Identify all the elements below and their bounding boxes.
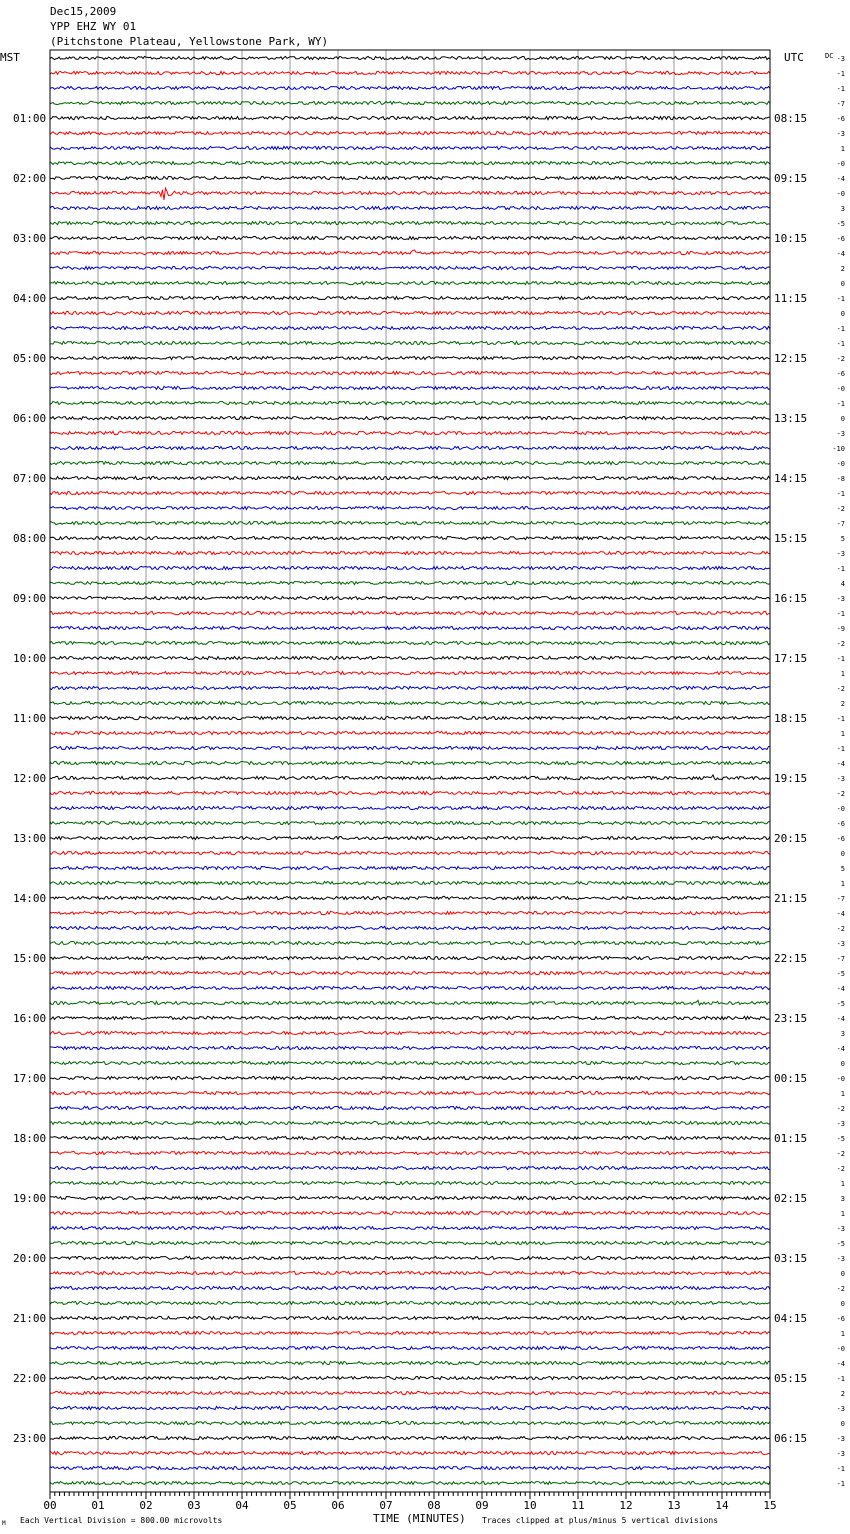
utc-hour-label: 20:15: [774, 832, 808, 845]
trace-line: [50, 1391, 770, 1394]
trace-line: [50, 326, 770, 329]
trace-line: [50, 1106, 770, 1109]
dc-offset-label: -2: [836, 1285, 845, 1293]
trace-line: [50, 161, 770, 164]
trace-line: [50, 971, 770, 974]
dc-offset-label: -5: [836, 220, 845, 228]
utc-hour-label: 16:15: [774, 592, 808, 605]
dc-offset-label: 0: [840, 850, 845, 858]
x-tick-label: 12: [619, 1499, 633, 1512]
mst-hour-label: 02:00: [13, 172, 47, 185]
dc-offset-label: -6: [836, 235, 845, 243]
dc-offset-label: -3: [836, 775, 845, 783]
trace-line: [50, 116, 770, 119]
trace-line: [50, 536, 770, 539]
mst-hour-label: 11:00: [13, 712, 47, 725]
utc-hour-label: 14:15: [774, 472, 808, 485]
dc-offset-label: -7: [836, 895, 845, 903]
trace-line: [50, 896, 770, 899]
trace-line: [50, 761, 770, 764]
mst-hour-label: 14:00: [13, 892, 47, 905]
trace-line: [50, 851, 770, 854]
x-tick-label: 09: [475, 1499, 489, 1512]
trace-line: [50, 1166, 770, 1169]
dc-offset-label: 3: [840, 205, 845, 213]
mst-hour-label: 19:00: [13, 1192, 47, 1205]
trace-line: [50, 1286, 770, 1289]
dc-offset-label: 0: [840, 1270, 845, 1278]
dc-offset-label: 1: [840, 1330, 845, 1338]
utc-labels: [774, 112, 807, 1445]
trace-line: [50, 131, 770, 134]
dc-offset-label: -7: [836, 520, 845, 528]
dc-offset-label: -2: [836, 790, 845, 798]
dc-offset-label: -1: [836, 565, 845, 573]
utc-hour-label: 01:15: [774, 1132, 808, 1145]
trace-line: [50, 401, 770, 404]
dc-offset-label: -9: [836, 625, 845, 633]
scale-note: Each Vertical Division = 800.00 microvolts: [20, 1516, 223, 1525]
utc-hour-label: 10:15: [774, 232, 808, 245]
dc-offset-label: -2: [836, 685, 845, 693]
trace-line: [50, 986, 770, 989]
trace-line: [50, 746, 770, 749]
x-axis-title: TIME (MINUTES): [373, 1512, 466, 1525]
utc-hour-label: 08:15: [774, 112, 808, 125]
trace-line: [50, 1151, 770, 1154]
dc-offset-label: -1: [836, 1465, 845, 1473]
dc-offset-label: 2: [840, 265, 845, 273]
x-tick-label: 06: [331, 1499, 345, 1512]
mst-hour-label: 07:00: [13, 472, 47, 485]
dc-offset-label: -1: [836, 610, 845, 618]
x-tick-label: 00: [43, 1499, 57, 1512]
trace-line: [50, 416, 770, 419]
mst-hour-label: 13:00: [13, 832, 47, 845]
dc-offset-label: -2: [836, 1150, 845, 1158]
trace-line: [50, 1061, 770, 1064]
trace-line: [50, 1421, 770, 1424]
mst-hour-label: 09:00: [13, 592, 47, 605]
dc-offset-label: 1: [840, 1210, 845, 1218]
trace-line: [50, 791, 770, 794]
trace-line: [50, 1466, 770, 1469]
trace-line: [50, 1226, 770, 1229]
trace-line: [50, 1301, 770, 1304]
mst-hour-label: 03:00: [13, 232, 47, 245]
dc-offset-label: -5: [836, 970, 845, 978]
x-axis: [43, 1492, 776, 1512]
mst-hour-label: 04:00: [13, 292, 47, 305]
x-tick-label: 13: [667, 1499, 681, 1512]
trace-group: [50, 56, 770, 1484]
dc-offset-label: -6: [836, 115, 845, 123]
dc-offset-label: 2: [840, 700, 845, 708]
dc-offset-label: -2: [836, 640, 845, 648]
trace-line: [50, 1181, 770, 1184]
dc-offset-label: -6: [836, 370, 845, 378]
dc-offset-label: 5: [840, 865, 845, 873]
dc-offset-label: 3: [840, 1195, 845, 1203]
dc-offset-label: -6: [836, 820, 845, 828]
mst-hour-label: 01:00: [13, 112, 47, 125]
trace-line: [50, 926, 770, 929]
dc-offset-label: -1: [836, 400, 845, 408]
mst-hour-label: 05:00: [13, 352, 47, 365]
dc-offset-label: -0: [836, 1075, 845, 1083]
trace-line: [50, 341, 770, 344]
dc-offset-label: -4: [836, 1360, 845, 1368]
x-tick-label: 04: [235, 1499, 249, 1512]
chart-date: Dec15,2009: [50, 5, 117, 18]
trace-line: [50, 506, 770, 509]
utc-hour-label: 05:15: [774, 1372, 808, 1385]
trace-line: [50, 1271, 770, 1274]
dc-offset-label: -3: [836, 550, 845, 558]
dc-offset-label: 2: [840, 1390, 845, 1398]
dc-offset-label: -7: [836, 100, 845, 108]
utc-hour-label: 15:15: [774, 532, 808, 545]
grid-lines: [98, 50, 722, 1492]
dc-offset-label: -3: [836, 940, 845, 948]
trace-line: [50, 821, 770, 824]
mst-hour-label: 21:00: [13, 1312, 47, 1325]
trace-line: [50, 206, 770, 209]
mst-hour-label: 18:00: [13, 1132, 47, 1145]
trace-line: [50, 221, 770, 224]
trace-line: [50, 71, 770, 74]
dc-offset-label: -0: [836, 1345, 845, 1353]
utc-axis-label: UTC: [784, 51, 804, 64]
chart-station: YPP EHZ WY 01: [50, 20, 137, 33]
trace-line: [50, 296, 770, 299]
trace-line: [50, 551, 770, 554]
trace-line: [50, 701, 770, 704]
utc-hour-label: 22:15: [774, 952, 808, 965]
dc-offset-label: 1: [840, 670, 845, 678]
trace-line: [50, 611, 770, 614]
trace-line: [50, 1091, 770, 1094]
trace-line: [50, 1376, 770, 1379]
mst-hour-label: 17:00: [13, 1072, 47, 1085]
dc-offset-label: 1: [840, 730, 845, 738]
trace-line: [50, 1406, 770, 1409]
trace-line: [50, 911, 770, 914]
dc-offset-label: -4: [836, 910, 845, 918]
dc-offset-label: 1: [840, 880, 845, 888]
dc-offset-label: 0: [840, 280, 845, 288]
mst-hour-label: 22:00: [13, 1372, 47, 1385]
dc-offset-label: -3: [836, 1255, 845, 1263]
x-tick-label: 14: [715, 1499, 729, 1512]
x-tick-label: 05: [283, 1499, 297, 1512]
x-tick-label: 11: [571, 1499, 585, 1512]
trace-line: [50, 1136, 770, 1139]
trace-line: [50, 431, 770, 434]
trace-line: [50, 1241, 770, 1244]
trace-line: [50, 581, 770, 584]
dc-offset-label: -1: [836, 295, 845, 303]
trace-line: [50, 1211, 770, 1214]
dc-offset-label: -3: [836, 130, 845, 138]
trace-line: [50, 1451, 770, 1454]
trace-line: [50, 731, 770, 734]
x-tick-label: 03: [187, 1499, 201, 1512]
x-tick-label: 15: [763, 1499, 777, 1512]
trace-line: [50, 641, 770, 644]
trace-line: [50, 626, 770, 629]
dc-offset-label: -5: [836, 1135, 845, 1143]
utc-hour-label: 13:15: [774, 412, 808, 425]
dc-offset-label: 0: [840, 1420, 845, 1428]
dc-offset-label: -4: [836, 175, 845, 183]
dc-offset-label: 1: [840, 145, 845, 153]
trace-line: [50, 1000, 770, 1005]
trace-line: [50, 596, 770, 599]
dc-offset-label: -2: [836, 505, 845, 513]
utc-hour-label: 06:15: [774, 1432, 808, 1445]
dc-offset-label: -4: [836, 1045, 845, 1053]
dc-offset-label: -8: [836, 475, 845, 483]
trace-line: [50, 1316, 770, 1319]
dc-label: DC: [825, 52, 834, 60]
dc-offset-label: -3: [836, 1450, 845, 1458]
trace-line: [50, 281, 770, 284]
trace-line: [50, 56, 770, 59]
utc-hour-label: 09:15: [774, 172, 808, 185]
utc-hour-label: 23:15: [774, 1012, 808, 1025]
dc-offset-label: -1: [836, 655, 845, 663]
dc-offset-label: 0: [840, 1060, 845, 1068]
trace-line: [50, 371, 770, 374]
trace-line: [50, 836, 770, 839]
dc-offset-label: -0: [836, 190, 845, 198]
trace-line: [50, 461, 770, 464]
dc-offset-label: -3: [836, 430, 845, 438]
trace-line: [50, 386, 770, 389]
dc-offset-label: -4: [836, 250, 845, 258]
trace-line: [50, 1076, 770, 1079]
dc-offset-label: 1: [840, 1180, 845, 1188]
dc-offset-label: -1: [836, 85, 845, 93]
trace-line: [50, 1121, 770, 1124]
dc-offset-label: -4: [836, 760, 845, 768]
dc-offset-label: -6: [836, 835, 845, 843]
trace-line: [50, 656, 770, 659]
trace-line: [50, 1361, 770, 1364]
mst-hour-label: 16:00: [13, 1012, 47, 1025]
utc-hour-label: 21:15: [774, 892, 808, 905]
dc-offset-label: -3: [836, 595, 845, 603]
utc-hour-label: 03:15: [774, 1252, 808, 1265]
utc-hour-label: 11:15: [774, 292, 808, 305]
clip-note: Traces clipped at plus/minus 5 vertical divisions: [482, 1516, 719, 1525]
dc-offset-label: -0: [836, 385, 845, 393]
dc-offset-label: -2: [836, 1165, 845, 1173]
trace-line: [50, 311, 770, 314]
trace-line: [50, 1331, 770, 1334]
trace-line: [50, 866, 770, 869]
dc-offset-label: -0: [836, 805, 845, 813]
trace-line: [50, 250, 770, 255]
mst-hour-label: 20:00: [13, 1252, 47, 1265]
trace-line: [50, 446, 770, 449]
trace-line: [50, 146, 770, 149]
trace-line: [50, 356, 770, 359]
mst-axis-label: MST: [0, 51, 20, 64]
trace-line: [50, 956, 770, 959]
dc-offset-label: -0: [836, 460, 845, 468]
dc-offset-label: -3: [836, 55, 845, 63]
dc-offset-labels: [832, 55, 845, 1488]
trace-line: [50, 881, 770, 884]
dc-offset-label: -1: [836, 340, 845, 348]
dc-offset-label: -0: [836, 160, 845, 168]
trace-line: [50, 176, 770, 179]
trace-line: [50, 1481, 770, 1484]
trace-line: [50, 101, 770, 104]
dc-offset-label: -5: [836, 1240, 845, 1248]
mst-hour-label: 23:00: [13, 1432, 47, 1445]
dc-offset-label: -5: [836, 1000, 845, 1008]
dc-offset-label: -6: [836, 1315, 845, 1323]
mst-hour-label: 15:00: [13, 952, 47, 965]
trace-line: [50, 188, 770, 200]
dc-offset-label: -3: [836, 1120, 845, 1128]
dc-offset-label: -7: [836, 955, 845, 963]
dc-offset-label: 0: [840, 415, 845, 423]
trace-line: [50, 686, 770, 689]
dc-offset-label: -3: [836, 1225, 845, 1233]
dc-offset-label: -2: [836, 925, 845, 933]
chart-location: (Pitchstone Plateau, Yellowstone Park, WY): [50, 35, 329, 48]
dc-offset-label: -3: [836, 1405, 845, 1413]
x-tick-label: 02: [139, 1499, 153, 1512]
dc-offset-label: 4: [840, 580, 845, 588]
x-tick-label: 01: [91, 1499, 105, 1512]
trace-line: [50, 775, 770, 780]
dc-offset-label: 1: [840, 1090, 845, 1098]
trace-line: [50, 1016, 770, 1019]
trace-line: [50, 476, 770, 479]
trace-line: [50, 266, 770, 269]
x-tick-label: 07: [379, 1499, 393, 1512]
mst-labels: [13, 112, 46, 1445]
utc-hour-label: 17:15: [774, 652, 808, 665]
dc-offset-label: -3: [836, 1435, 845, 1443]
corner-mark: M: [2, 1520, 6, 1527]
trace-line: [50, 491, 770, 494]
dc-offset-label: -1: [836, 70, 845, 78]
trace-line: [50, 1196, 770, 1199]
dc-offset-label: 0: [840, 1300, 845, 1308]
utc-hour-label: 19:15: [774, 772, 808, 785]
dc-offset-label: -4: [836, 1015, 845, 1023]
dc-offset-label: -1: [836, 745, 845, 753]
trace-line: [50, 566, 770, 569]
dc-offset-label: -1: [836, 1375, 845, 1383]
dc-offset-label: -1: [836, 490, 845, 498]
trace-line: [50, 1436, 770, 1439]
trace-line: [50, 86, 770, 89]
mst-hour-label: 06:00: [13, 412, 47, 425]
dc-offset-label: -10: [832, 445, 845, 453]
dc-offset-label: -4: [836, 985, 845, 993]
mst-hour-label: 08:00: [13, 532, 47, 545]
dc-offset-label: -1: [836, 1480, 845, 1488]
trace-line: [50, 1256, 770, 1259]
dc-offset-label: -2: [836, 355, 845, 363]
utc-hour-label: 02:15: [774, 1192, 808, 1205]
trace-line: [50, 1031, 770, 1034]
utc-hour-label: 12:15: [774, 352, 808, 365]
mst-hour-label: 10:00: [13, 652, 47, 665]
dc-offset-label: -2: [836, 1105, 845, 1113]
trace-line: [50, 236, 770, 239]
x-tick-label: 08: [427, 1499, 441, 1512]
utc-hour-label: 18:15: [774, 712, 808, 725]
dc-offset-label: -1: [836, 325, 845, 333]
x-tick-label: 10: [523, 1499, 537, 1512]
trace-line: [50, 521, 770, 524]
mst-hour-label: 12:00: [13, 772, 47, 785]
dc-offset-label: 0: [840, 310, 845, 318]
dc-offset-label: -1: [836, 715, 845, 723]
trace-line: [50, 1046, 770, 1049]
utc-hour-label: 00:15: [774, 1072, 808, 1085]
utc-hour-label: 04:15: [774, 1312, 808, 1325]
trace-line: [50, 671, 770, 674]
dc-offset-label: 5: [840, 535, 845, 543]
trace-line: [50, 941, 770, 944]
trace-line: [50, 716, 770, 719]
trace-line: [50, 806, 770, 809]
dc-offset-label: 3: [840, 1030, 845, 1038]
trace-line: [50, 1346, 770, 1349]
